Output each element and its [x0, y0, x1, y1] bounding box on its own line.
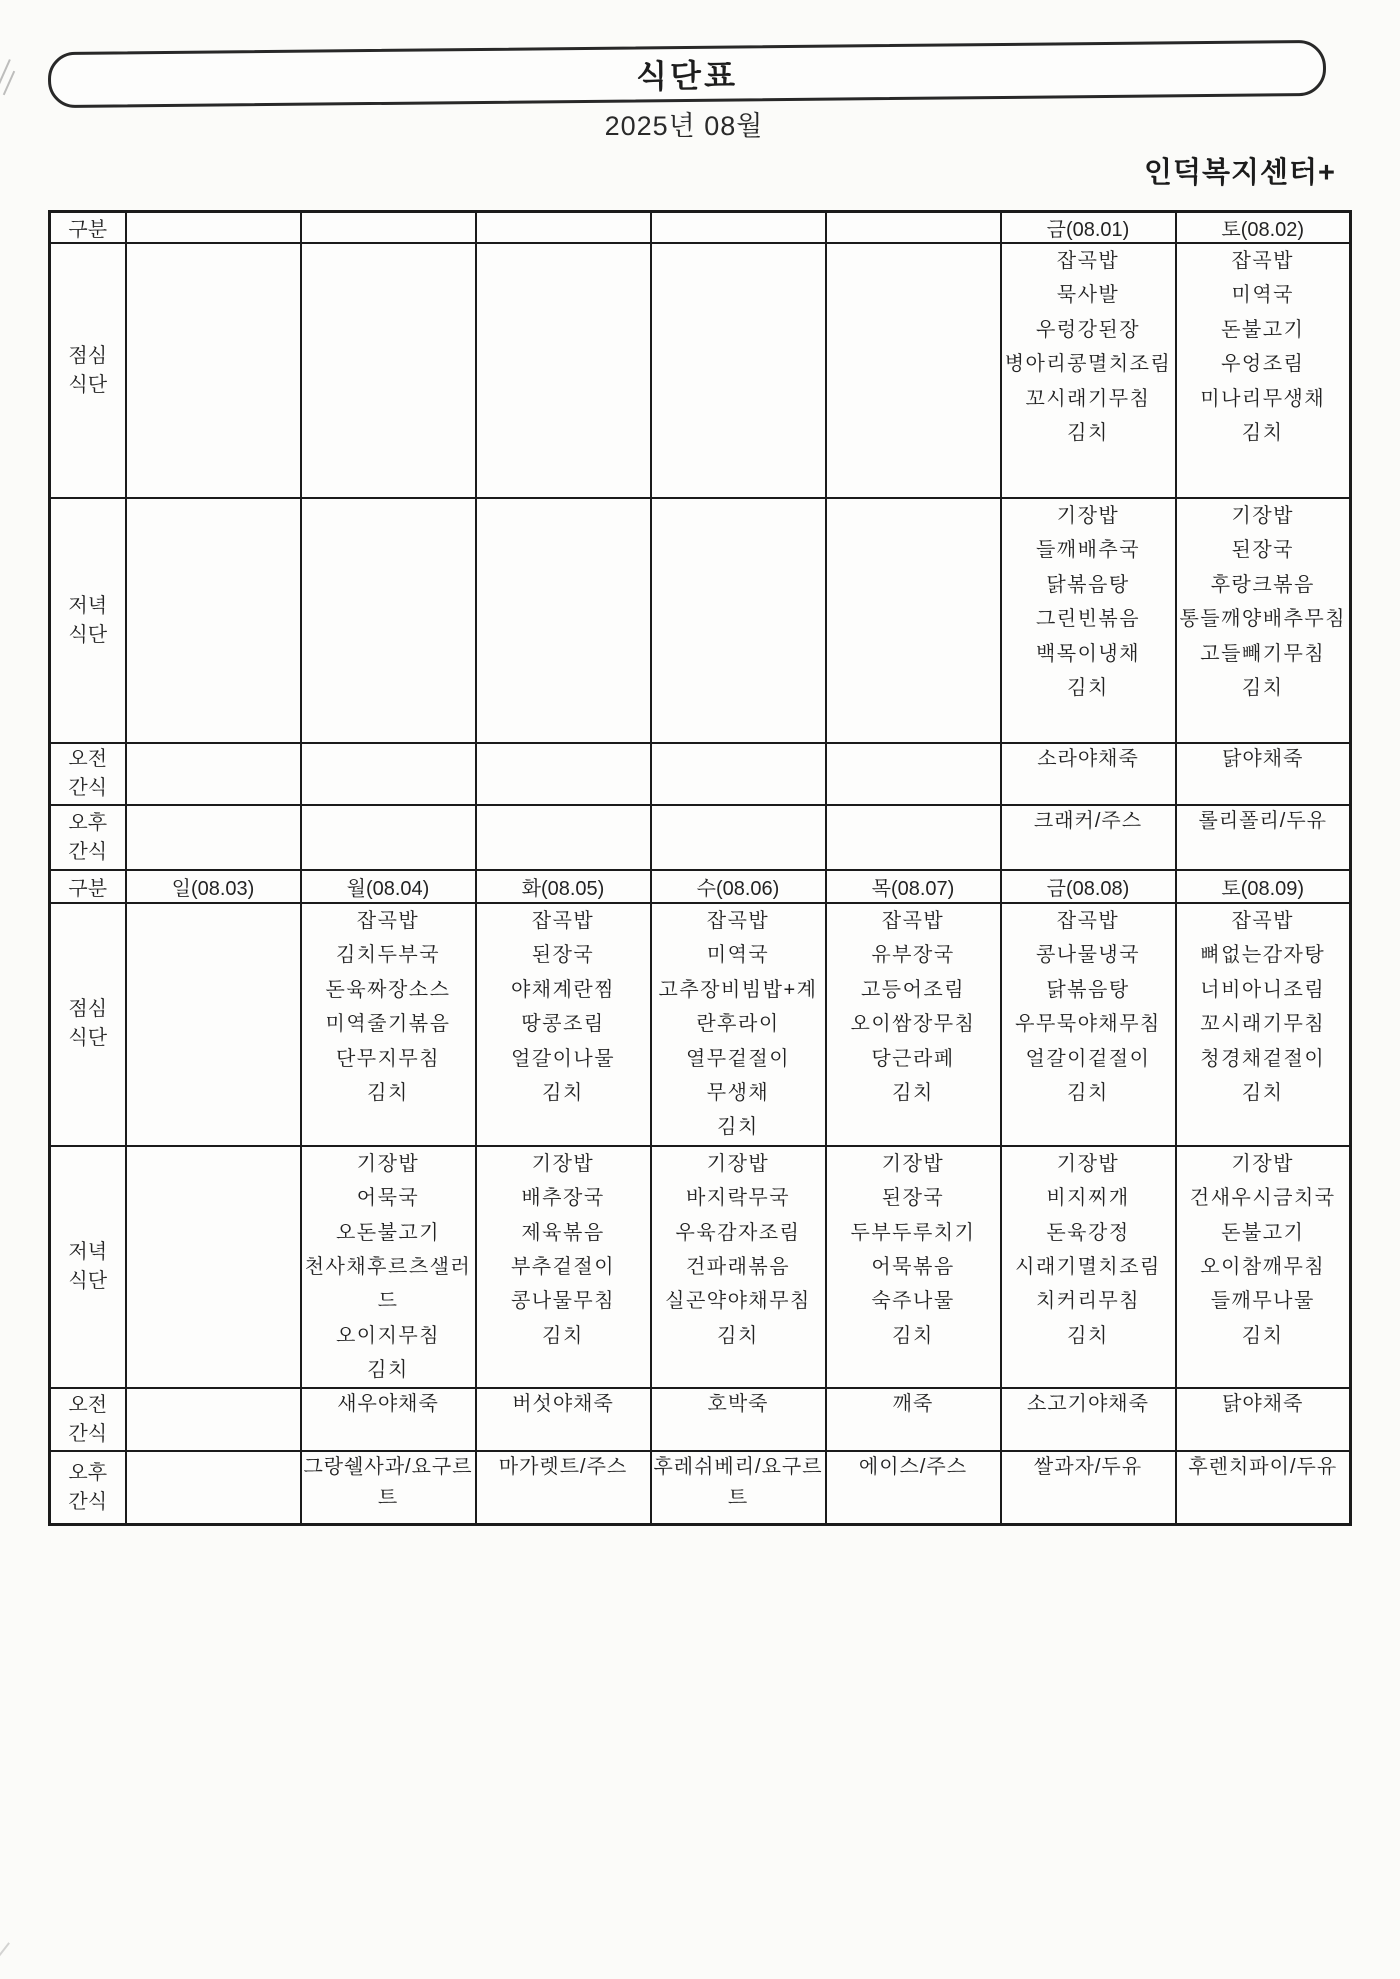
menu-item: 기장밥: [1231, 505, 1294, 527]
w2-pm-thu: 에이스/주스: [826, 1451, 1001, 1524]
title-banner: [48, 40, 1326, 108]
organization-name: 인덕복지센터+: [1143, 157, 1336, 189]
w2-pm-sun: [126, 1451, 301, 1524]
day-header-w2-thu: 목(08.07): [826, 870, 1001, 903]
menu-item: 고들빼기무침: [1200, 642, 1326, 665]
w2-lunch-wed: [651, 903, 826, 1146]
menu-item: 김치: [1067, 421, 1109, 444]
menu-item: 오이참깨무침: [1200, 1255, 1326, 1278]
menu-item: 미역줄기볶음: [325, 1013, 451, 1036]
menu-item: 오이쌈장무침: [850, 1013, 976, 1036]
w2-lunch-tue: [476, 903, 651, 1146]
am-snack-label: [50, 1388, 126, 1451]
w2-lunch-thu: [826, 903, 1001, 1146]
menu-item: 기장밥: [1231, 1152, 1294, 1175]
menu-item: 점심: [68, 998, 108, 1021]
w1-lunch-mon: [301, 243, 476, 498]
menu-item: 점심: [68, 344, 108, 367]
menu-item: 당근라페: [871, 1047, 955, 1070]
scan-mark: [0, 1942, 10, 1979]
menu-item: 땅콩조림: [521, 1013, 605, 1036]
menu-item: 뼈없는감자탕: [1200, 944, 1326, 967]
menu-item: 너비아니조림: [1200, 978, 1326, 1001]
menu-item: 된장국: [1231, 539, 1294, 562]
lunch-label: [50, 243, 126, 498]
w2-lunch-sun: [126, 903, 301, 1146]
menu-item: 간식: [68, 1422, 108, 1445]
w2-pm-wed: 후레쉬베리/요구르트: [651, 1451, 826, 1524]
w1-lunch-sat: [1176, 243, 1351, 498]
menu-item: 간식: [68, 777, 108, 799]
w2-am-tue: 버섯야채죽: [476, 1388, 651, 1451]
w1-lunch-sun: [126, 243, 301, 498]
day-header-w2-sun: 일(08.03): [126, 870, 301, 903]
menu-item: 콩나물냉국: [1035, 944, 1141, 967]
menu-item: 고추장비빔밥+계란후라이: [658, 978, 818, 1036]
w1-dinner-tue: [476, 498, 651, 743]
menu-item: 천사채후르츠샐러드: [304, 1255, 472, 1313]
w1-lunch-wed: [651, 243, 826, 498]
menu-item: 오이지무침: [335, 1324, 441, 1347]
w1-pm-fri: 크래커/주스: [1001, 805, 1176, 870]
menu-item: 시래기멸치조림: [1015, 1255, 1161, 1278]
menu-item: 유부장국: [871, 944, 955, 967]
menu-item: 고등어조림: [860, 978, 966, 1001]
w2-dinner-sun: [126, 1146, 301, 1389]
menu-item: 잡곡밥: [1056, 910, 1120, 932]
menu-item: 야채계란찜: [510, 978, 616, 1001]
w2-dinner-fri: [1001, 1146, 1176, 1389]
menu-item: 청경채겉절이: [1200, 1047, 1326, 1070]
w1-lunch-fri: [1001, 243, 1176, 498]
category-label: 구분: [50, 870, 126, 903]
w1-pm-wed: [651, 805, 826, 870]
menu-item: 잡곡밥: [881, 910, 945, 932]
menu-item: 기장밥: [531, 1152, 595, 1175]
w2-lunch-fri: [1001, 903, 1176, 1146]
w2-am-fri: 소고기야채죽: [1001, 1388, 1176, 1451]
page-title: 식단표: [635, 57, 739, 95]
w1-am-tue: [476, 743, 651, 805]
menu-item: 콩나물무침: [510, 1290, 616, 1313]
w1-am-sun: [126, 743, 301, 805]
menu-item: 김치: [1241, 421, 1284, 444]
menu-item: 통들깨양배추무침: [1179, 608, 1347, 631]
menu-item: 그린빈볶음: [1035, 608, 1141, 631]
menu-item: 잡곡밥: [1231, 910, 1294, 932]
menu-item: 김치: [1067, 1081, 1109, 1104]
menu-item: 열무겉절이: [685, 1047, 791, 1070]
menu-item: 배추장국: [521, 1187, 605, 1210]
w2-am-sun: [126, 1388, 301, 1451]
day-header-w2-fri: 금(08.08): [1001, 870, 1176, 903]
menu-item: 숙주나물: [871, 1290, 955, 1313]
w1-dinner-wed: [651, 498, 826, 743]
pm-snack-label: [50, 1451, 126, 1524]
menu-item: 김치: [892, 1081, 934, 1104]
w2-dinner-tue: [476, 1146, 651, 1389]
menu-item: 돈육강정: [1046, 1221, 1130, 1244]
menu-item: 된장국: [531, 944, 595, 967]
w2-am-wed: 호박죽: [651, 1388, 826, 1451]
w1-dinner-sat: [1176, 498, 1351, 743]
menu-item: 식단: [68, 623, 108, 646]
w1-am-fri: 소라야채죽: [1001, 743, 1176, 805]
week1-pm-snack-row: [50, 805, 1351, 870]
menu-item: 김치: [542, 1081, 584, 1104]
menu-item: 김치: [1241, 1324, 1284, 1347]
menu-item: 제육볶음: [521, 1221, 605, 1244]
w2-am-sat: 닭야채죽: [1176, 1388, 1351, 1451]
day-header-w1-thu: [826, 212, 1001, 244]
week2-pm-snack-row: [50, 1451, 1351, 1524]
menu-item: 김치: [1241, 676, 1284, 699]
day-header-w2-sat: 토(08.09): [1176, 870, 1351, 903]
w2-dinner-wed: [651, 1146, 826, 1389]
menu-item: 김치: [367, 1359, 409, 1382]
menu-item: 간식: [68, 840, 108, 863]
day-header-w1-fri: 금(08.01): [1001, 212, 1176, 244]
menu-item: 식단: [68, 1027, 108, 1050]
menu-item: 김치: [892, 1324, 934, 1347]
menu-item: 우렁강된장: [1035, 318, 1141, 341]
w1-dinner-mon: [301, 498, 476, 743]
w2-am-thu: 깨죽: [826, 1388, 1001, 1451]
dinner-label: [50, 1146, 126, 1389]
w2-lunch-mon: [301, 903, 476, 1146]
menu-item: 꼬시래기무침: [1025, 387, 1151, 410]
menu-item: 건파래볶음: [685, 1255, 791, 1278]
menu-item: 꼬시래기무침: [1200, 1013, 1326, 1036]
w2-dinner-thu: [826, 1146, 1001, 1389]
menu-item: 무생채: [706, 1081, 770, 1104]
w1-pm-sun: [126, 805, 301, 870]
menu-item: 저녁: [68, 594, 108, 617]
category-label: 구분: [50, 212, 126, 244]
w2-dinner-sat: [1176, 1146, 1351, 1389]
w1-am-wed: [651, 743, 826, 805]
day-header-w1-sat: 토(08.02): [1176, 212, 1351, 244]
menu-item: 기장밥: [881, 1152, 945, 1175]
menu-item: 두부두루치기: [850, 1221, 976, 1244]
menu-item: 김치: [1067, 1324, 1109, 1347]
menu-item: 치커리무침: [1035, 1290, 1141, 1313]
menu-item: 어묵국: [356, 1187, 420, 1210]
day-header-w1-tue: [476, 212, 651, 244]
menu-item: 병아리콩멸치조림: [1004, 353, 1172, 376]
menu-item: 들깨배추국: [1035, 539, 1141, 562]
menu-item: 돈육짜장소스: [325, 978, 451, 1001]
month-subtitle: 2025년 08월: [604, 111, 764, 141]
menu-item: 후랑크볶음: [1210, 573, 1315, 596]
scan-mark: [3, 71, 15, 96]
menu-item: 어묵볶음: [871, 1255, 955, 1278]
menu-item: 미역국: [1231, 284, 1294, 307]
pm-snack-label: [50, 805, 126, 870]
menu-item: 백목이냉채: [1035, 642, 1141, 665]
menu-item: 바지락무국: [685, 1187, 791, 1210]
menu-item: 실곤약야채무침: [665, 1290, 811, 1313]
menu-item: 잡곡밥: [531, 910, 595, 932]
w1-pm-sat: 롤리폴리/두유: [1176, 805, 1351, 870]
menu-item: 김치두부국: [335, 944, 441, 967]
menu-item: 닭볶음탕: [1046, 978, 1130, 1001]
day-header-w1-wed: [651, 212, 826, 244]
menu-item: 단무지무침: [335, 1047, 441, 1070]
w2-pm-fri: 쌀과자/두유: [1001, 1451, 1176, 1524]
w1-pm-thu: [826, 805, 1001, 870]
menu-item: 우무묵야채무침: [1015, 1013, 1161, 1036]
w1-dinner-sun: [126, 498, 301, 743]
menu-item: 돈불고기: [1221, 318, 1305, 341]
menu-item: 잡곡밥: [706, 910, 770, 932]
day-header-w2-wed: 수(08.06): [651, 870, 826, 903]
week2-header-row: [50, 870, 1351, 903]
menu-item: 묵사발: [1056, 284, 1120, 307]
week1-am-snack-row: [50, 743, 1351, 805]
week2-am-snack-row: [50, 1388, 1351, 1451]
menu-item: 기장밥: [356, 1152, 420, 1175]
menu-item: 얼갈이겉절이: [1025, 1047, 1151, 1070]
week2-dinner-row: [50, 1146, 1351, 1389]
menu-item: 된장국: [881, 1187, 945, 1210]
menu-item: 잡곡밥: [1056, 250, 1120, 272]
am-snack-label: [50, 743, 126, 805]
w2-am-mon: 새우야채죽: [301, 1388, 476, 1451]
menu-item: 우엉조림: [1221, 353, 1305, 376]
menu-item: 우육감자조림: [675, 1221, 801, 1244]
w2-pm-sat: 후렌치파이/두유: [1176, 1451, 1351, 1524]
menu-item: 오전: [68, 1393, 108, 1416]
menu-item: 간식: [68, 1490, 108, 1513]
w1-dinner-fri: [1001, 498, 1176, 743]
w2-pm-tue: 마가렛트/주스: [476, 1451, 651, 1524]
w1-lunch-thu: [826, 243, 1001, 498]
menu-item: 미역국: [706, 944, 770, 967]
dinner-label: [50, 498, 126, 743]
day-header-w1-sun: [126, 212, 301, 244]
week2-lunch-row: [50, 903, 1351, 1146]
menu-item: 식단: [68, 373, 108, 396]
menu-item: 잡곡밥: [356, 910, 420, 932]
menu-item: 기장밥: [1056, 1152, 1120, 1175]
w1-pm-mon: [301, 805, 476, 870]
menu-item: 부추겉절이: [510, 1255, 616, 1278]
day-header-w1-mon: [301, 212, 476, 244]
w1-lunch-tue: [476, 243, 651, 498]
menu-item: 닭볶음탕: [1046, 573, 1130, 596]
menu-item: 오후: [68, 811, 108, 834]
week1-lunch-row: [50, 243, 1351, 498]
menu-item: 들깨무나물: [1210, 1290, 1315, 1313]
menu-item: 오후: [68, 1461, 108, 1484]
menu-item: 오전: [68, 748, 108, 770]
menu-item: 기장밥: [706, 1152, 770, 1175]
w1-am-mon: [301, 743, 476, 805]
menu-item: 건새우시금치국: [1189, 1187, 1336, 1210]
menu-item: 김치: [1241, 1081, 1284, 1104]
menu-item: 김치: [1067, 676, 1109, 699]
w2-pm-mon: 그랑쉘사과/요구르트: [301, 1451, 476, 1524]
menu-item: 저녁: [68, 1241, 108, 1264]
w2-dinner-mon: [301, 1146, 476, 1389]
lunch-label: [50, 903, 126, 1146]
menu-item: 잡곡밥: [1231, 250, 1294, 272]
menu-item: 기장밥: [1056, 505, 1120, 527]
menu-item: 식단: [68, 1270, 108, 1293]
day-header-w2-tue: 화(08.05): [476, 870, 651, 903]
w1-dinner-thu: [826, 498, 1001, 743]
w1-am-sat: 닭야채죽: [1176, 743, 1351, 805]
menu-item: 김치: [717, 1324, 759, 1347]
menu-item: 김치: [717, 1116, 759, 1139]
menu-item: 김치: [542, 1324, 584, 1347]
day-header-w2-mon: 월(08.04): [301, 870, 476, 903]
menu-item: 오돈불고기: [335, 1221, 441, 1244]
menu-item: 미나리무생채: [1200, 387, 1326, 410]
menu-item: 돈불고기: [1221, 1221, 1305, 1244]
menu-item: 얼갈이나물: [510, 1047, 616, 1070]
w1-am-thu: [826, 743, 1001, 805]
menu-item: 비지찌개: [1046, 1187, 1130, 1210]
w2-lunch-sat: [1176, 903, 1351, 1146]
meal-plan-table: [48, 210, 1352, 1526]
w1-pm-tue: [476, 805, 651, 870]
week1-dinner-row: [50, 498, 1351, 743]
week1-header-row: [50, 212, 1351, 244]
menu-item: 김치: [367, 1081, 409, 1104]
